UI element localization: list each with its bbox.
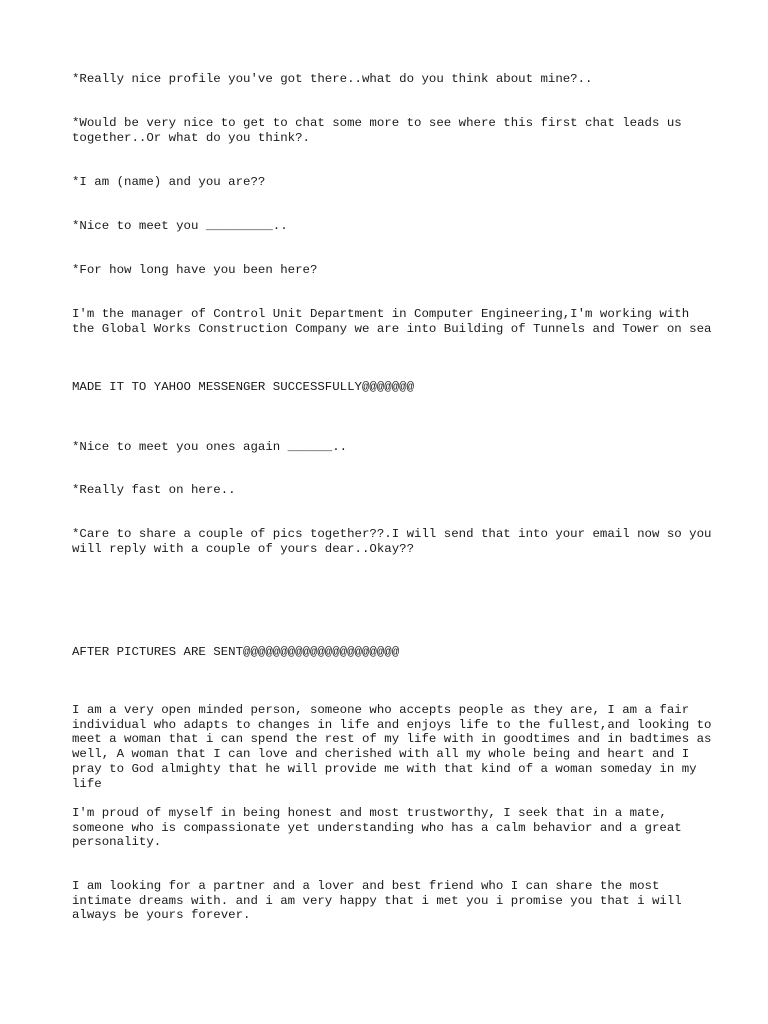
paragraph-job-description: I'm the manager of Control Unit Department in Computer Engineering,I'm working with the Global Works Construction Company we are into Building of Tunnels and Tower on sea xyxy=(72,307,712,336)
paragraph-chat-more: *Would be very nice to get to chat some more to see where this first chat leads us together..Or what do you think?. xyxy=(72,116,690,145)
paragraph-introduce-name: *I am (name) and you are?? xyxy=(72,175,266,189)
paragraph-nice-to-meet: *Nice to meet you _________.. xyxy=(72,219,288,233)
paragraph-profile-compliment: *Really nice profile you've got there..what do you think about mine?.. xyxy=(72,72,593,86)
paragraph-open-minded: I am a very open minded person, someone who accepts people as they are, I am a fair individual who adapts to changes in life and enjoys life to the fullest,and looking to meet a woman that i can spend the rest of my life with in goodtimes and in badtimes as well, A woman that I can love and cherished with all my whole being and heart and I pray to God almighty that he will provide me with that kind of a woman someday in my life xyxy=(72,703,719,791)
heading-after-pictures: AFTER PICTURES ARE SENT@@@@@@@@@@@@@@@@@@@@@ xyxy=(72,645,400,659)
heading-yahoo-messenger: MADE IT TO YAHOO MESSENGER SUCCESSFULLY@@@@@@@ xyxy=(72,380,415,394)
paragraph-meet-again: *Nice to meet you ones again ______.. xyxy=(72,440,348,454)
paragraph-honest-trustworthy: I'm proud of myself in being honest and most trustworthy, I seek that in a mate, someone who is compassionate yet understanding who has a calm behavior and a great personality. xyxy=(72,806,690,850)
paragraph-share-pics: *Care to share a couple of pics together??.I will send that into your email now so you will reply with a couple of yours dear..Okay?? xyxy=(72,527,719,556)
paragraph-really-fast: *Really fast on here.. xyxy=(72,483,236,497)
paragraph-how-long: *For how long have you been here? xyxy=(72,263,318,277)
paragraph-looking-for-partner: I am looking for a partner and a lover and best friend who I can share the most intimate dreams with. and i am very happy that i met you i promise you that i will always be yours forever. xyxy=(72,879,690,923)
